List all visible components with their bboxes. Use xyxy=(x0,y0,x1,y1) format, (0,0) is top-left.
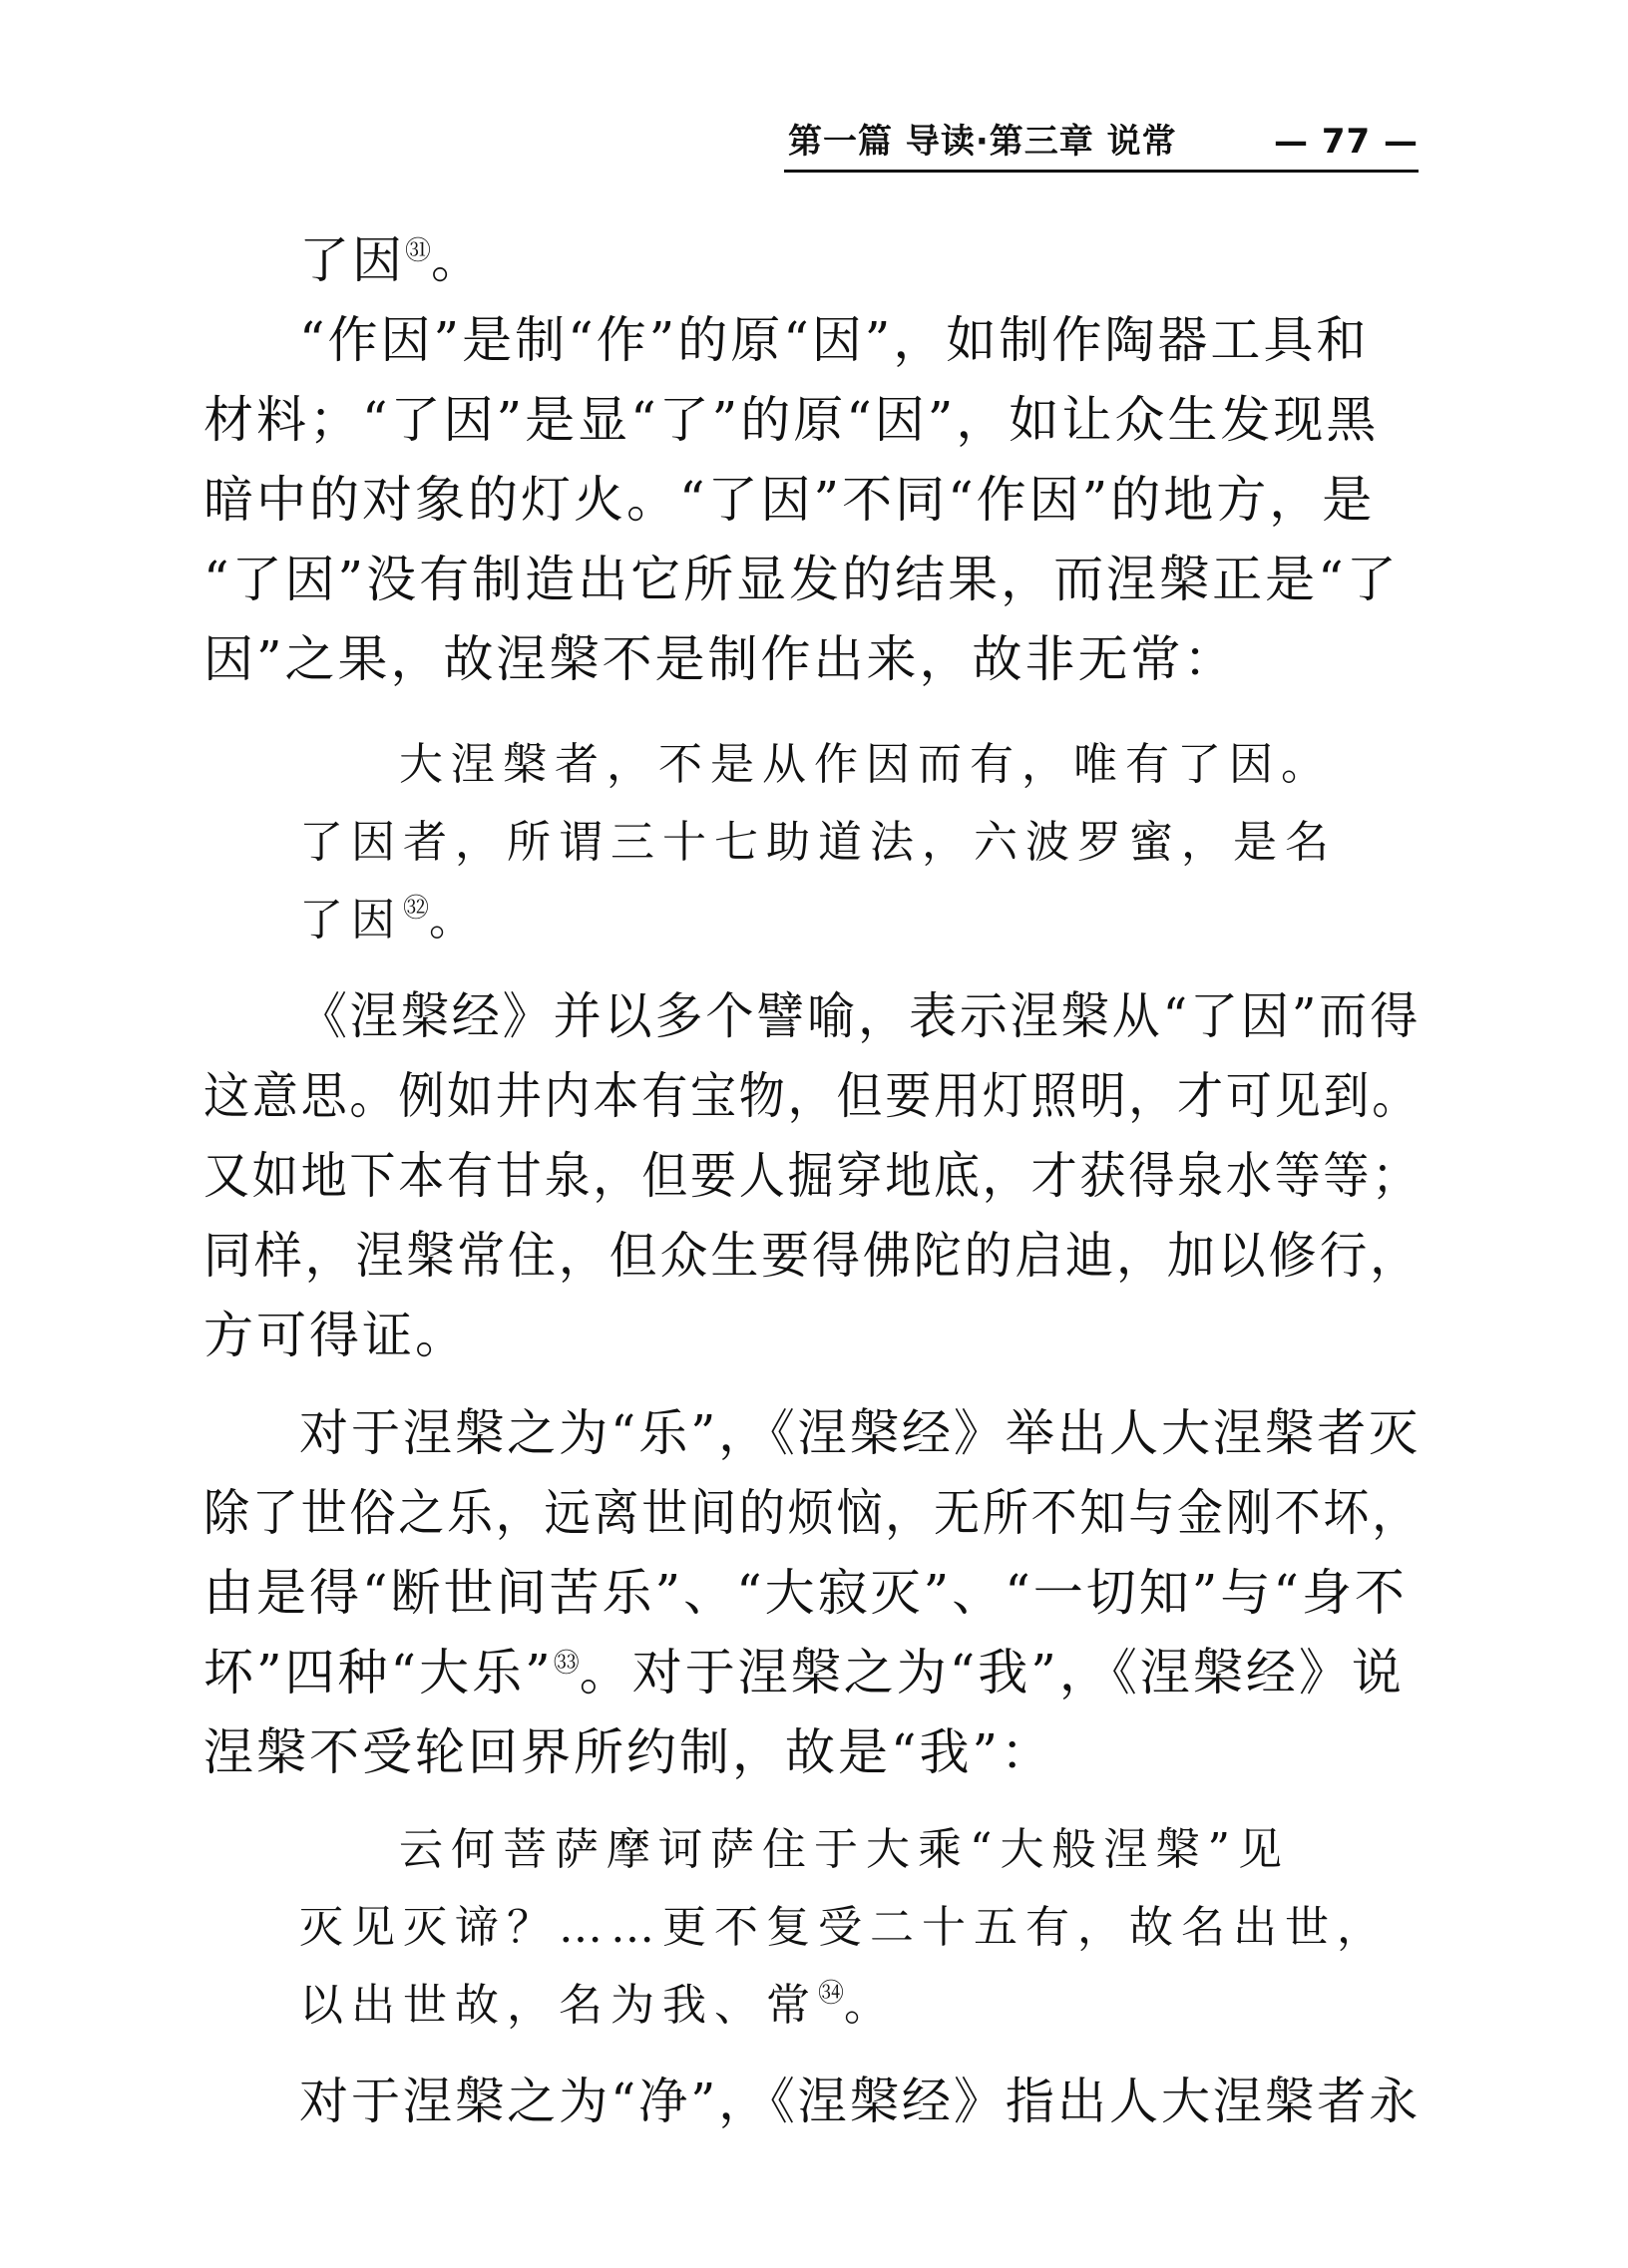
text-line: 暗中的对象的灯火。“了因”不同“作因”的地方，是 xyxy=(204,471,1376,529)
text-line: “作因”是制“作”的原“因”，如制作陶器工具和 xyxy=(299,311,1370,369)
text-line: 对于涅槃之为“乐”，《涅槃经》举出人大涅槃者灭 xyxy=(299,1404,1422,1462)
footnote-marker: ㉞ xyxy=(818,1979,845,2009)
text-line: 除了世俗之乐，远离世间的烦恼，无所不知与金刚不坏， xyxy=(204,1484,1421,1542)
quote-line: 大涅槃者，不是从作因而有，唯有了因。 xyxy=(399,739,1333,790)
text-line: 又如地下本有甘泉，但要人掘穿地底，才获得泉水等等； xyxy=(204,1147,1421,1205)
text-line: 这意思。例如井内本有宝物，但要用灯照明，才可见到。 xyxy=(204,1067,1421,1125)
running-header xyxy=(788,118,1419,166)
quote-line: 以出世故，名为我、常$^㉞$。 xyxy=(299,1979,897,2031)
footnote-marker: ㉜ xyxy=(403,894,430,924)
quote-line: 了因$^㉜$。 xyxy=(299,894,482,945)
footnote-marker: ㉝ xyxy=(553,1649,580,1679)
quote-line: 灭见灭谛？……更不复受二十五有，故名出世， xyxy=(299,1902,1389,1953)
text-line: 涅槃不受轮回界所约制，故是“我”： xyxy=(204,1723,1054,1781)
text-line: 同样，涅槃常住，但众生要得佛陀的启迪，加以修行， xyxy=(204,1227,1421,1285)
text-line: 方可得证。 xyxy=(204,1307,468,1364)
quote-line: 了因者，所谓三十七助道法，六波罗蜜，是名 xyxy=(299,817,1337,868)
text-line: “了因”没有制造出它所显发的结果，而涅槃正是“了 xyxy=(204,551,1400,608)
text-line: 材料；“了因”是显“了”的原“因”，如让众生发现黑 xyxy=(204,391,1380,449)
text-line: 对于涅槃之为“净”，《涅槃经》指出人大涅槃者永 xyxy=(299,2073,1422,2130)
page-number: — 77 — xyxy=(1274,122,1419,162)
quote-line: 云何菩萨摩诃萨住于大乘“大般涅槃”见 xyxy=(399,1824,1290,1875)
chapter-title: 第一篇 导读·第三章 说常 xyxy=(788,122,1177,162)
text-line: 《涅槃经》并以多个譬喻，表示涅槃从“了因”而得 xyxy=(299,987,1422,1045)
text-line: 坏”四种“大乐”$^㉝$。对于涅槃之为“我”，《涅槃经》说 xyxy=(204,1644,1405,1701)
text-line: 由是得“断世间苦乐”、“大寂灭”、“一切知”与“身不 xyxy=(204,1564,1408,1622)
footnote-marker: ㉛ xyxy=(405,236,432,266)
text-line: 因”之果，故涅槃不是制作出来，故非无常： xyxy=(204,630,1237,688)
text-line: 了因$^㉛$。 xyxy=(299,231,485,289)
header-rule xyxy=(784,170,1419,173)
